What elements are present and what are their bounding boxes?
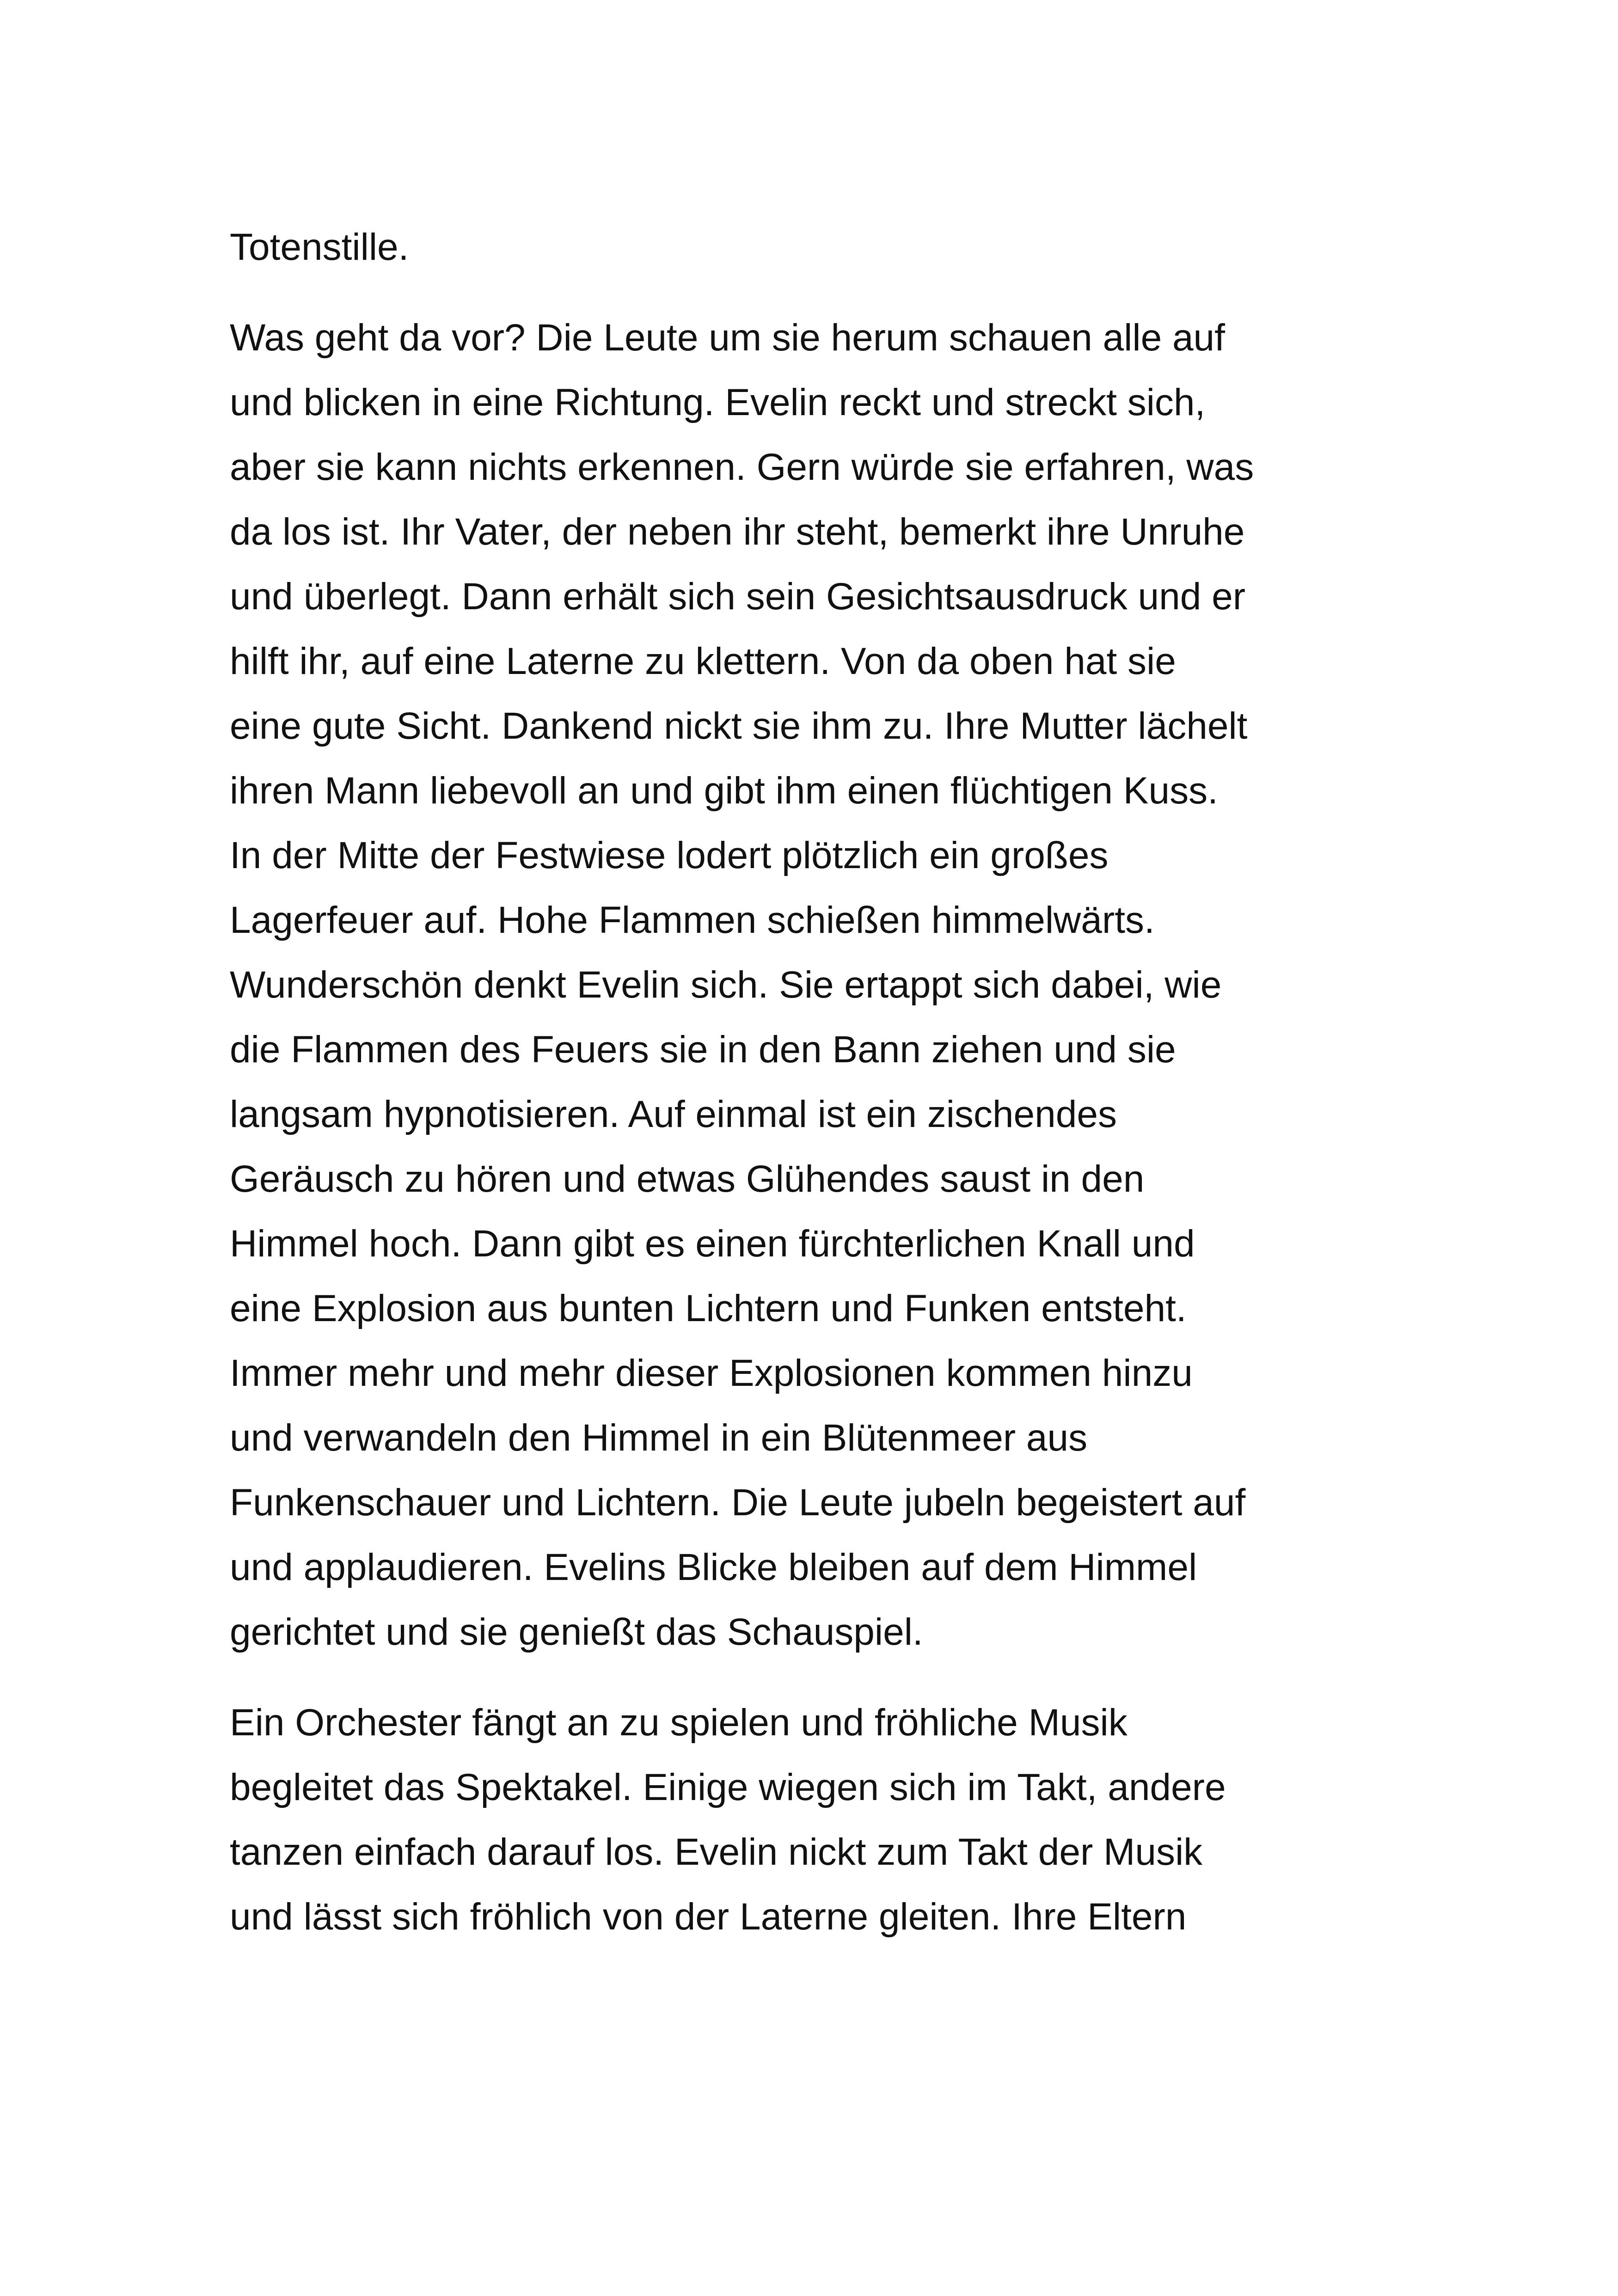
heading-line: Totenstille.: [230, 226, 409, 268]
text-line: begleitet das Spektakel. Einige wiegen sich im Takt, andere: [230, 1766, 1226, 1808]
paragraph-spacer: [230, 1665, 1413, 1690]
text-line: Immer mehr und mehr dieser Explosionen kommen hinzu: [230, 1352, 1193, 1394]
text-line: Ein Orchester fängt an zu spielen und fröhliche Musik: [230, 1702, 1128, 1744]
text-line: Wunderschön denkt Evelin sich. Sie ertappt sich dabei, wie: [230, 964, 1222, 1006]
text-line: hilft ihr, auf eine Laterne zu klettern. Von da oben hat sie: [230, 640, 1176, 682]
text-line: tanzen einfach darauf los. Evelin nickt zum Takt der Musik: [230, 1831, 1203, 1873]
text-line: aber sie kann nichts erkennen. Gern würde sie erfahren, was: [230, 446, 1254, 488]
text-line: eine Explosion aus bunten Lichtern und Funken entsteht.: [230, 1287, 1187, 1329]
text-line: und überlegt. Dann erhält sich sein Gesichtsausdruck und er: [230, 576, 1246, 618]
text-line: da los ist. Ihr Vater, der neben ihr steht, bemerkt ihre Unruhe: [230, 511, 1245, 553]
paragraph-spacer: [230, 280, 1413, 306]
document-body: [230, 215, 1413, 1949]
text-line: eine gute Sicht. Dankend nickt sie ihm zu. Ihre Mutter lächelt: [230, 705, 1248, 747]
text-line: Geräusch zu hören und etwas Glühendes saust in den: [230, 1158, 1145, 1200]
text-line: und blicken in eine Richtung. Evelin reckt und streckt sich,: [230, 381, 1206, 423]
text-line: In der Mitte der Festwiese lodert plötzlich ein großes: [230, 834, 1109, 876]
text-line: die Flammen des Feuers sie in den Bann ziehen und sie: [230, 1029, 1176, 1071]
text-line: und verwandeln den Himmel in ein Blütenmeer aus: [230, 1417, 1088, 1459]
text-line: Lagerfeuer auf. Hohe Flammen schießen himmelwärts.: [230, 899, 1155, 941]
text-line: gerichtet und sie genießt das Schauspiel.: [230, 1611, 923, 1653]
text-line: und lässt sich fröhlich von der Laterne gleiten. Ihre Eltern: [230, 1896, 1187, 1938]
text-line: und applaudieren. Evelins Blicke bleiben auf dem Himmel: [230, 1546, 1197, 1588]
text-line: ihren Mann liebevoll an und gibt ihm einen flüchtigen Kuss.: [230, 770, 1218, 812]
text-line: Funkenschauer und Lichtern. Die Leute jubeln begeistert auf: [230, 1482, 1246, 1524]
paragraph-1: [230, 306, 1413, 1665]
paragraph-2: [230, 1690, 1413, 1949]
text-line: Was geht da vor? Die Leute um sie herum schauen alle auf: [230, 317, 1225, 359]
text-line: Himmel hoch. Dann gibt es einen fürchterlichen Knall und: [230, 1223, 1195, 1265]
text-line: langsam hypnotisieren. Auf einmal ist ein zischendes: [230, 1093, 1117, 1135]
